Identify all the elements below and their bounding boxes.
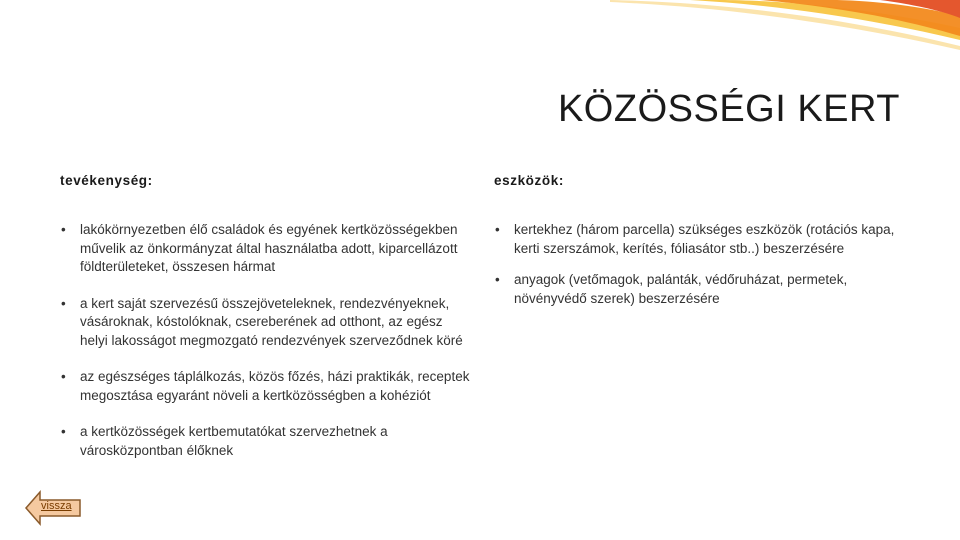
bullet-dot: • [61, 222, 66, 237]
activities-heading: tevékenység: [60, 173, 153, 188]
bullet-dot: • [495, 272, 500, 287]
activities-list [60, 221, 470, 478]
list-item [60, 368, 470, 405]
bullet-dot: • [495, 222, 500, 237]
tools-list [494, 221, 909, 326]
list-item-text: anyagok (vetőmagok, palánták, védőruházat, permetek, növényvédő szerek) beszerzésére [514, 272, 848, 306]
bullet-dot: • [61, 295, 66, 311]
bullet-dot: • [61, 369, 66, 384]
list-item-text: kertekhez (három parcella) szükséges eszközök (rotációs kapa, kerti szerszámok, kerítés, fóliasátor stb..) beszerzésére [514, 222, 895, 256]
swoosh-red [880, 0, 960, 18]
list-item [60, 295, 470, 351]
list-item [494, 271, 909, 308]
swoosh-yellow [690, 0, 960, 40]
back-button-label[interactable]: vissza [41, 500, 72, 512]
tools-heading: eszközök: [494, 173, 564, 188]
list-item [494, 221, 909, 258]
list-item-text: a kertközösségek kertbemutatókat szervezhetnek a városközpontban élőknek [80, 424, 388, 458]
back-button[interactable] [24, 488, 84, 528]
slide-title: KÖZÖSSÉGI KERT [557, 88, 900, 130]
list-item [60, 221, 470, 277]
swoosh-orange [760, 0, 960, 36]
list-item-text: az egészséges táplálkozás, közös főzés, házi praktikák, receptek megosztása egyaránt növeli a kertközösségben a kohéziót [80, 369, 470, 403]
list-item [60, 423, 470, 460]
bullet-dot: • [61, 424, 66, 439]
swoosh-light [610, 0, 960, 50]
list-item-text: lakókörnyezetben élő családok és egyének kertközösségekben művelik az önkormányzat által használatba adott, kiparcellázott földterületeket, összesen hármat [80, 222, 458, 274]
list-item-text: a kert saját szervezésű összejöveteleknek, rendezvényeknek, vásároknak, kóstolóknak, csereberének ad otthont, az egész helyi lakosságot megmozgató rendezvények szerveződnek köré [80, 295, 463, 348]
